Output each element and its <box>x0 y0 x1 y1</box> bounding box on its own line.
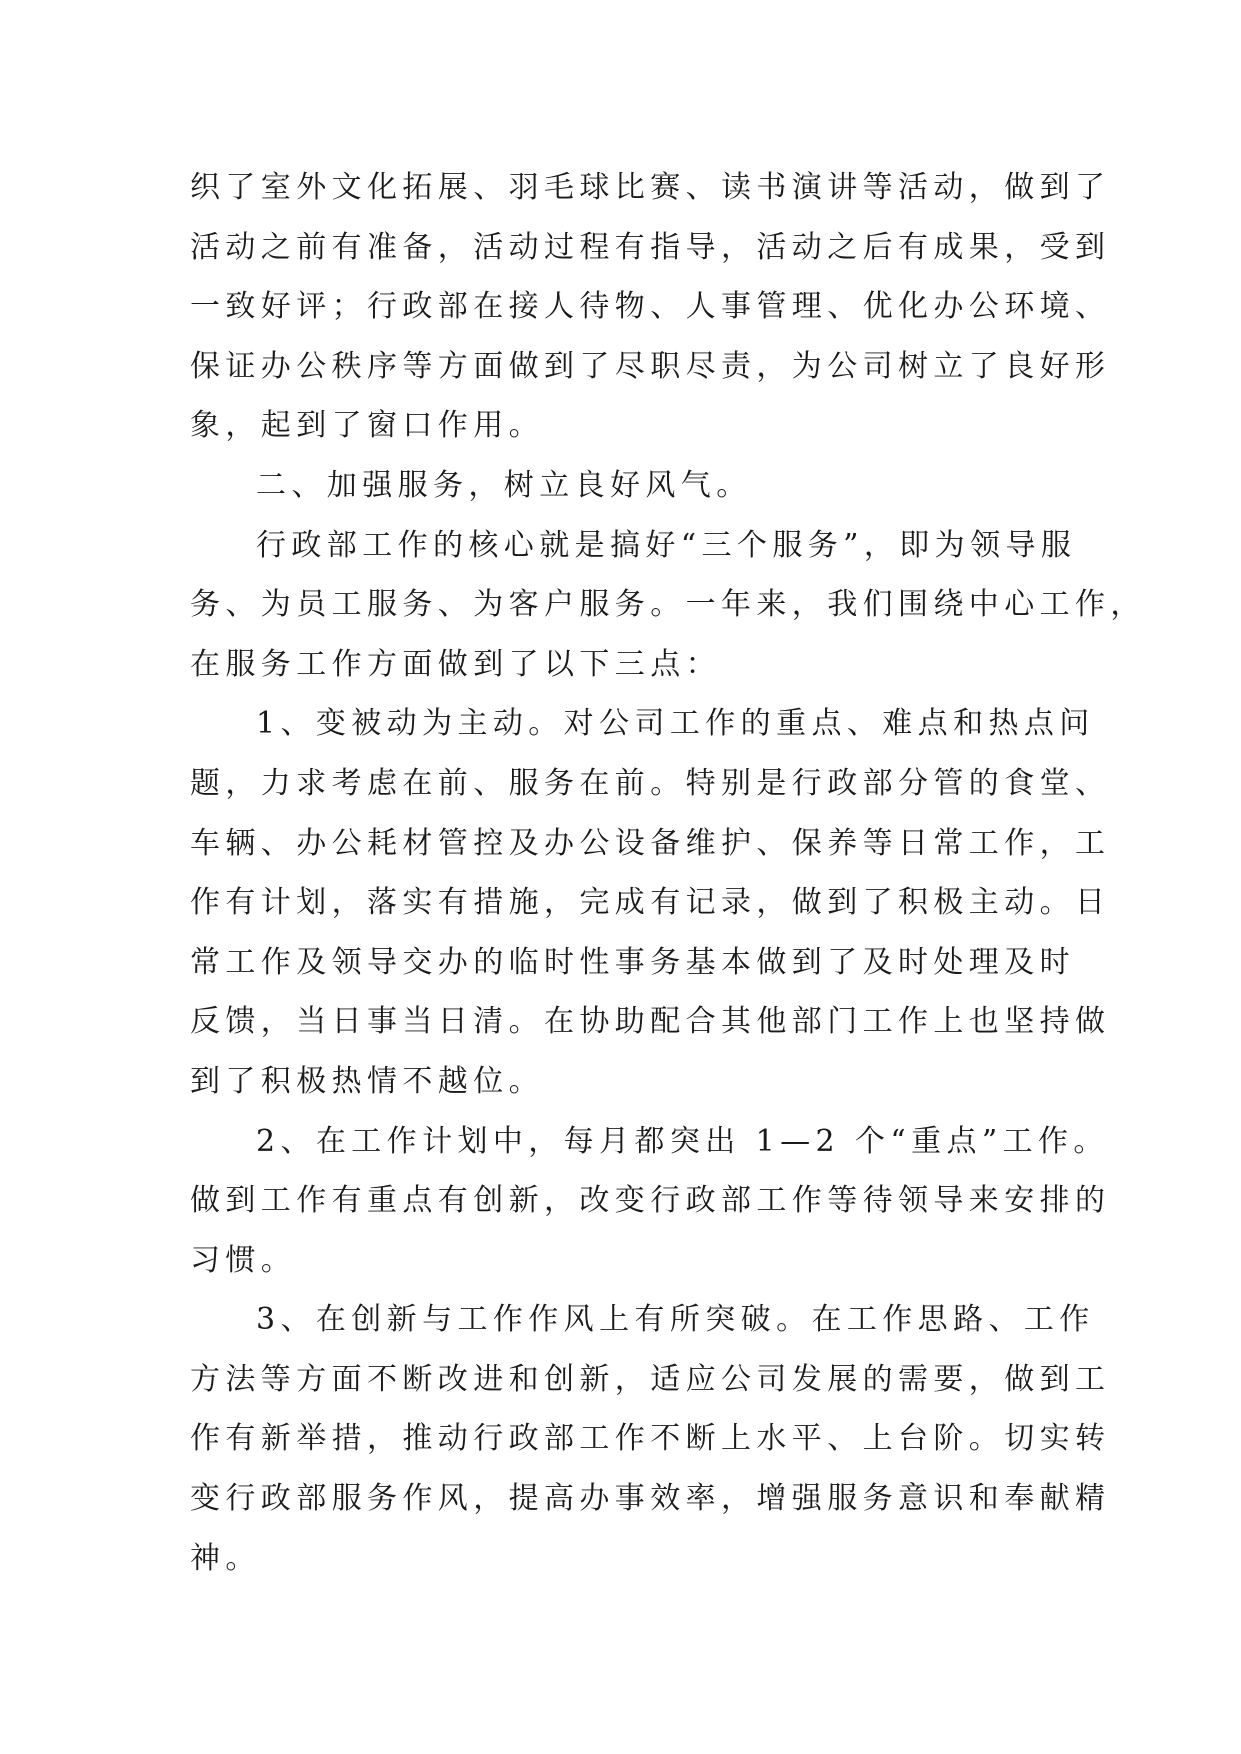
body-text-line: 作有计划，落实有措施，完成有记录，做到了积极主动。日 <box>190 885 1111 921</box>
body-text-line: 到了积极热情不越位。 <box>190 1063 544 1099</box>
body-text-line: 方法等方面不断改进和创新，适应公司发展的需要，做到工 <box>190 1361 1111 1397</box>
list-item-1: 1、变被动为主动。对公司工作的重点、难点和热点问 <box>256 706 1095 742</box>
body-text-line: 做到工作有重点有创新，改变行政部工作等待领导来安排的 <box>190 1183 1111 1219</box>
body-text-line: 在服务工作方面做到了以下三点： <box>190 646 721 682</box>
body-text-line: 一致好评；行政部在接人待物、人事管理、优化办公环境、 <box>190 289 1111 325</box>
list-item-2: 2、在工作计划中，每月都突出 1—2 个“重点”工作。 <box>256 1123 1109 1159</box>
body-text-line: 习惯。 <box>190 1242 297 1278</box>
body-text-line: 车辆、办公耗材管控及办公设备维护、保养等日常工作，工 <box>190 825 1111 861</box>
document-body <box>190 158 1146 1588</box>
body-text-line: 神。 <box>190 1540 261 1576</box>
body-text-line: 作有新举措，推动行政部工作不断上水平、上台阶。切实转 <box>190 1421 1111 1457</box>
body-text-line: 象，起到了窗口作用。 <box>190 408 544 444</box>
body-text-line: 变行政部服务作风，提高办事效率，增强服务意识和奉献精 <box>190 1481 1111 1517</box>
section-heading: 二、加强服务，树立良好风气。 <box>256 467 752 503</box>
body-text-line: 题，力求考虑在前、服务在前。特别是行政部分管的食堂、 <box>190 765 1111 801</box>
body-text-line: 保证办公秩序等方面做到了尽职尽责，为公司树立了良好形 <box>190 348 1111 384</box>
body-text-line: 务、为员工服务、为客户服务。一年来，我们围绕中心工作， <box>190 587 1146 623</box>
body-text-line: 织了室外文化拓展、羽毛球比赛、读书演讲等活动，做到了 <box>190 170 1111 205</box>
body-text-line: 反馈，当日事当日清。在协助配合其他部门工作上也坚持做 <box>190 1004 1111 1040</box>
list-item-3: 3、在创新与工作作风上有所突破。在工作思路、工作 <box>256 1302 1095 1338</box>
body-text-line: 行政部工作的核心就是搞好“三个服务”，即为领导服 <box>256 527 1077 563</box>
body-text-line: 活动之前有准备，活动过程有指导，活动之后有成果，受到 <box>190 229 1111 265</box>
body-text-line: 常工作及领导交办的临时性事务基本做到了及时处理及时 <box>190 944 1075 980</box>
